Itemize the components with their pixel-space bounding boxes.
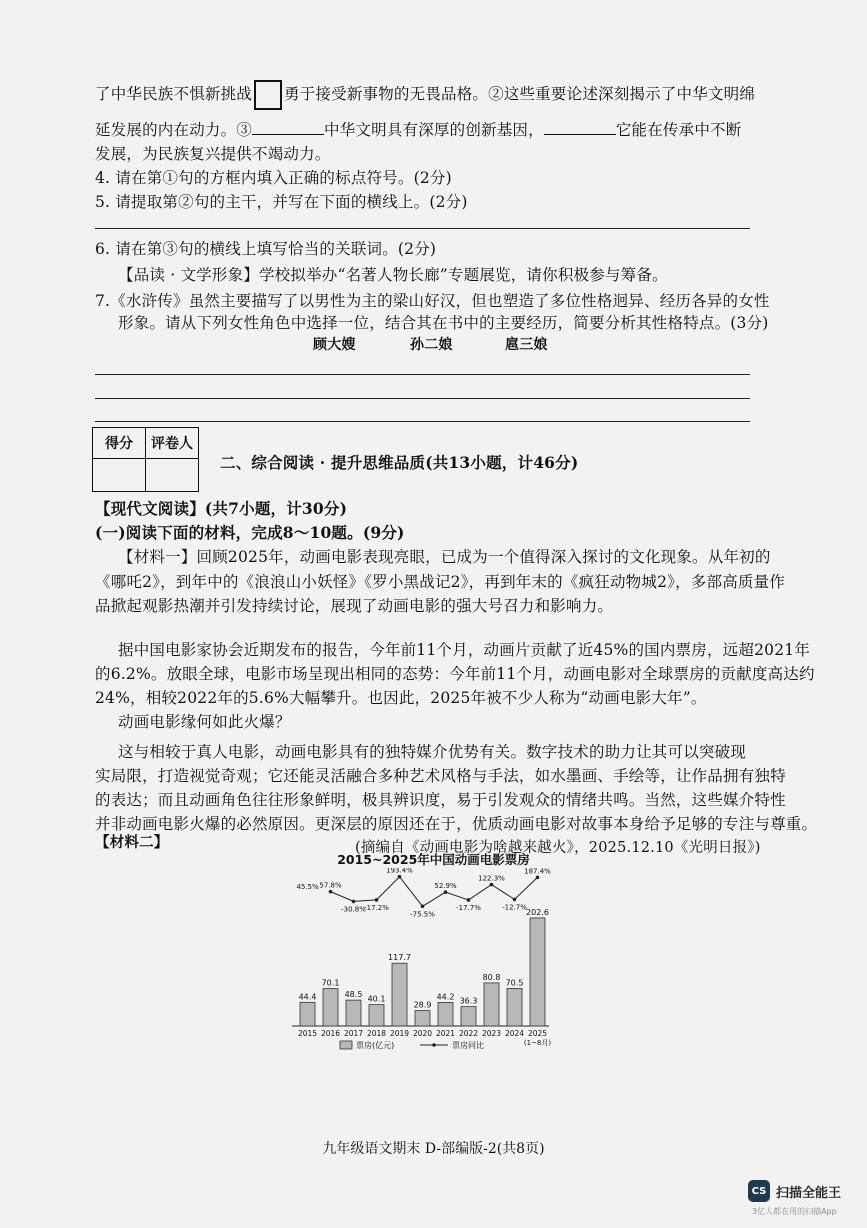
yoy-label: -17.7% xyxy=(456,903,481,912)
legend-line-label: 票房同比 xyxy=(452,1041,484,1050)
section-pindu: 【品读 · 文学形象】学校拟举办“名著人物长廊”专题展览，请你积极参与筹备。 xyxy=(118,266,668,284)
yoy-label: -75.5% xyxy=(410,910,435,919)
bar xyxy=(484,983,499,1026)
conjunction-blank-1[interactable] xyxy=(252,120,324,135)
passage-text: 中华文明具有深厚的创新基因， xyxy=(324,121,544,139)
x-tick-note: (1~8月) xyxy=(523,1039,552,1047)
modern-reading-title: 【现代文阅读】(共7小题，计30分) xyxy=(95,499,348,518)
material-1-line: 的6.2%。放眼全球，电影市场呈现出相同的态势：今年前11个月，动画电影对全球票房的贡献度高达约 xyxy=(95,665,815,683)
legend-bar-label: 票房(亿元) xyxy=(356,1041,395,1050)
passage-line-3: 发展，为民族复兴提供不竭动力。 xyxy=(95,145,331,163)
conjunction-blank-2[interactable] xyxy=(544,120,616,135)
bar-value-label: 28.9 xyxy=(413,1000,432,1010)
yoy-label: 52.9% xyxy=(434,882,457,891)
answer-line-q7[interactable] xyxy=(95,374,750,375)
x-tick-label: 2016 xyxy=(320,1029,341,1038)
x-tick-label: 2022 xyxy=(458,1029,479,1038)
passage-line-2 xyxy=(95,118,741,140)
bar-value-label: 44.2 xyxy=(436,992,455,1002)
x-tick-label: 2020 xyxy=(412,1029,433,1038)
material-1-line: 并非动画电影火爆的必然原因。更深层的原因还在于，优质动画电影对故事本身给予足够的专注与尊重。 xyxy=(95,815,818,833)
yoy-point xyxy=(329,890,333,894)
x-tick-label: 2023 xyxy=(481,1029,502,1038)
legend-bar-swatch xyxy=(340,1041,352,1049)
box-office-chart xyxy=(280,868,580,1060)
yoy-label: 193.4% xyxy=(386,868,413,875)
material-1-line: 实局限，打造视觉奇观；它还能灵活融合多种艺术风格与手法，如水墨画、手绘等，让作品拥有独特 xyxy=(95,767,786,785)
bar-value-label: 40.1 xyxy=(367,994,386,1004)
bar xyxy=(323,989,338,1026)
bar xyxy=(300,1002,315,1026)
grader-cell[interactable] xyxy=(146,459,199,492)
bar-value-label: 202.6 xyxy=(526,907,549,917)
bar-value-label: 70.5 xyxy=(505,978,524,988)
grader-label: 评卷人 xyxy=(146,428,199,459)
character-option: 孙二娘 xyxy=(410,337,453,353)
material-1-line: 的表达；而且动画角色往往形象鲜明，极具辨识度，易于引发观众的情绪共鸣。当然，这些媒介特性 xyxy=(95,791,786,809)
bar-value-label: 117.7 xyxy=(388,953,411,963)
bar-value-label: 36.3 xyxy=(459,996,478,1006)
yoy-label: -17.2% xyxy=(364,903,389,912)
page-footer: 九年级语文期末 D-部编版-2(共8页) xyxy=(322,1141,545,1157)
score-table xyxy=(92,427,199,492)
yoy-point xyxy=(490,883,494,887)
question-7-line-1: 7.《水浒传》虽然主要描写了以男性为主的梁山好汉，但也塑造了多位性格迥异、经历各异的女性 xyxy=(95,292,770,310)
yoy-label: -30.8% xyxy=(341,905,366,914)
yoy-line xyxy=(331,874,538,907)
material-1-line: 这与相较于真人电影，动画电影具有的独特媒介优势有关。数字技术的助力让其可以突破现 xyxy=(118,743,747,761)
answer-line-q7[interactable] xyxy=(95,398,750,399)
score-label: 得分 xyxy=(93,428,146,459)
bar-value-label: 80.8 xyxy=(482,972,501,982)
yoy-point xyxy=(536,876,540,880)
answer-line-q7[interactable] xyxy=(95,421,750,422)
material-1-line: 据中国电影家协会近期发布的报告，今年前11个月，动画片贡献了近45%的国内票房，远超2021年 xyxy=(118,641,811,659)
score-cell[interactable] xyxy=(93,459,146,492)
character-option: 扈三娘 xyxy=(505,337,548,353)
question-6: 6. 请在第③句的横线上填写恰当的关联词。(2分) xyxy=(95,240,437,258)
question-4: 4. 请在第①句的方框内填入正确的标点符号。(2分) xyxy=(95,169,452,187)
watermark-name: 扫描全能王 xyxy=(776,1185,842,1201)
question-5: 5. 请提取第②句的主干，并写在下面的横线上。(2分) xyxy=(95,193,468,211)
x-tick-label: 2015 xyxy=(297,1029,318,1038)
material-1-line: 24%，相较2022年的5.6%大幅攀升。也因此，2025年被不少人称为“动画电影大年”。 xyxy=(95,689,707,707)
bar xyxy=(507,988,522,1026)
bar-value-label: 70.1 xyxy=(321,978,340,988)
material-1-line: 品掀起观影热潮并引发持续讨论，展现了动画电影的强大号召力和影响力。 xyxy=(95,597,614,615)
section-2-title: 二、综合阅读 · 提升思维品质(共13小题，计46分) xyxy=(220,453,579,472)
bar-value-label: 44.4 xyxy=(298,992,317,1002)
passage-line-1 xyxy=(95,80,755,110)
chart-title: 2015~2025年中国动画电影票房 xyxy=(337,852,530,867)
material-1-line: 【材料一】回顾2025年，动画电影表现亮眼，已成为一个值得深入探讨的文化现象。从年初的 xyxy=(118,548,771,566)
yoy-point xyxy=(467,898,471,902)
material-1-line: 动画电影缘何如此火爆？ xyxy=(118,713,291,731)
question-7-line-2: 形象。请从下列女性角色中选择一位，结合其在书中的主要经历，简要分析其性格特点。(3分) xyxy=(118,314,769,332)
scanner-watermark xyxy=(748,1180,841,1202)
answer-line-q5[interactable] xyxy=(95,228,750,229)
bar xyxy=(530,918,545,1026)
bar xyxy=(415,1011,430,1026)
bar xyxy=(346,1000,361,1026)
x-tick-label: 2024 xyxy=(504,1029,525,1038)
yoy-label: 45.5% xyxy=(296,882,319,891)
character-option: 顾大嫂 xyxy=(313,337,356,353)
yoy-point xyxy=(513,898,517,902)
passage-text: 它能在传承中不断 xyxy=(615,121,742,139)
yoy-label: 57.8% xyxy=(319,881,342,890)
bar xyxy=(369,1005,384,1026)
x-tick-label: 2025 xyxy=(527,1029,548,1038)
watermark-tagline: 3亿人都在用的扫描App xyxy=(752,1207,837,1216)
yoy-point xyxy=(375,898,379,902)
legend-line-marker xyxy=(432,1043,436,1047)
bar-value-label: 48.5 xyxy=(344,990,363,1000)
x-tick-label: 2018 xyxy=(366,1029,387,1038)
x-tick-label: 2021 xyxy=(435,1029,456,1038)
yoy-label: -12.7% xyxy=(502,903,527,912)
yoy-point xyxy=(444,890,448,894)
part-1-title: (一)阅读下面的材料，完成8～10题。(9分) xyxy=(95,523,405,542)
source-citation: (摘编自《动画电影为啥越来越火》，2025.12.10《光明日报》) xyxy=(355,840,761,856)
yoy-label: 122.3% xyxy=(478,874,505,883)
yoy-point xyxy=(421,905,425,909)
bar xyxy=(461,1007,476,1026)
passage-text: 了中华民族不惧新挑战 xyxy=(95,85,253,103)
yoy-point xyxy=(398,875,402,879)
camscanner-logo-icon: CS xyxy=(748,1180,770,1202)
punctuation-answer-box[interactable] xyxy=(254,80,282,110)
passage-text: 延发展的内在动力。③ xyxy=(95,121,253,139)
bar xyxy=(392,963,407,1026)
material-1-line: 《哪吒2》，到年中的《浪浪山小妖怪》《罗小黑战记2》，再到年末的《疯狂动物城2》，多部高质量作 xyxy=(95,573,785,591)
yoy-point xyxy=(352,900,356,904)
passage-text: 勇于接受新事物的无畏品格。②这些重要论述深刻揭示了中华文明绵 xyxy=(284,85,756,103)
bar xyxy=(438,1002,453,1026)
x-tick-label: 2017 xyxy=(343,1029,364,1038)
material-2-title: 【材料二】 xyxy=(95,834,169,851)
x-tick-label: 2019 xyxy=(389,1029,410,1038)
yoy-label: 187.4% xyxy=(524,868,551,876)
